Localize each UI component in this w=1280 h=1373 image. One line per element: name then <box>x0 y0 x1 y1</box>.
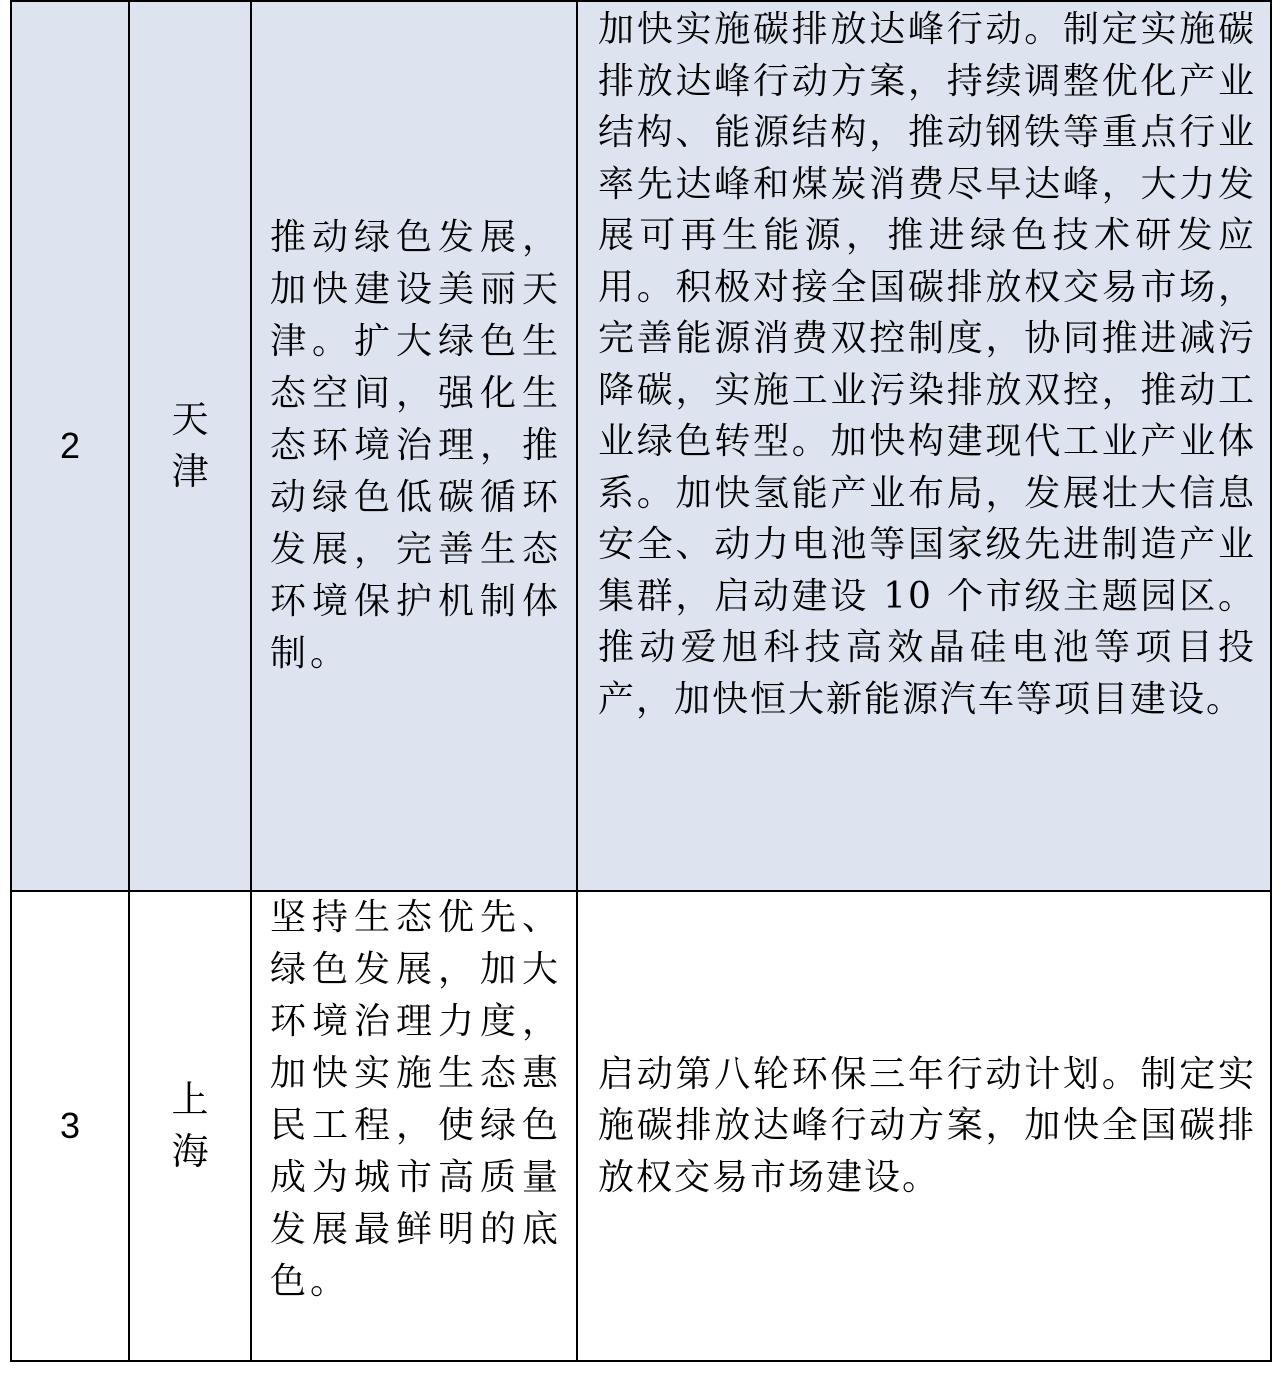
row-number: 3 <box>11 891 129 1361</box>
city-name: 天津 <box>171 398 209 493</box>
goal-cell: 推动绿色发展，加快建设美丽天津。扩大绿色生态空间，强化生态环境治理，推动绿色低碳循环发展，完善生态环境保护机制体制。 <box>251 1 577 891</box>
row-number: 2 <box>11 1 129 891</box>
city-name: 上海 <box>171 1078 209 1173</box>
policy-table <box>10 0 1272 1362</box>
measures-cell: 加快实施碳排放达峰行动。制定实施碳排放达峰行动方案，持续调整优化产业结构、能源结构，推动钢铁等重点行业率先达峰和煤炭消费尽早达峰，大力发展可再生能源，推进绿色技术研发应用。积极对接全国碳排放权交易市场，完善能源消费双控制度，协同推进减污降碳，实施工业污染排放双控，推动工业绿色转型。加快构建现代工业产业体系。加快氢能产业布局，发展壮大信息安全、动力电池等国家级先进制造产业集群，启动建设 10 个市级主题园区。推动爱旭科技高效晶硅电池等项目投产，加快恒大新能源汽车等项目建设。 <box>577 1 1271 891</box>
table-row <box>11 1 1271 891</box>
city-cell <box>129 891 251 1361</box>
table-row <box>11 891 1271 1361</box>
measures-cell: 启动第八轮环保三年行动计划。制定实施碳排放达峰行动方案，加快全国碳排放权交易市场建设。 <box>577 891 1271 1361</box>
goal-cell: 坚持生态优先、绿色发展，加大环境治理力度，加快实施生态惠民工程，使绿色成为城市高质量发展最鲜明的底色。 <box>251 891 577 1361</box>
city-cell <box>129 1 251 891</box>
